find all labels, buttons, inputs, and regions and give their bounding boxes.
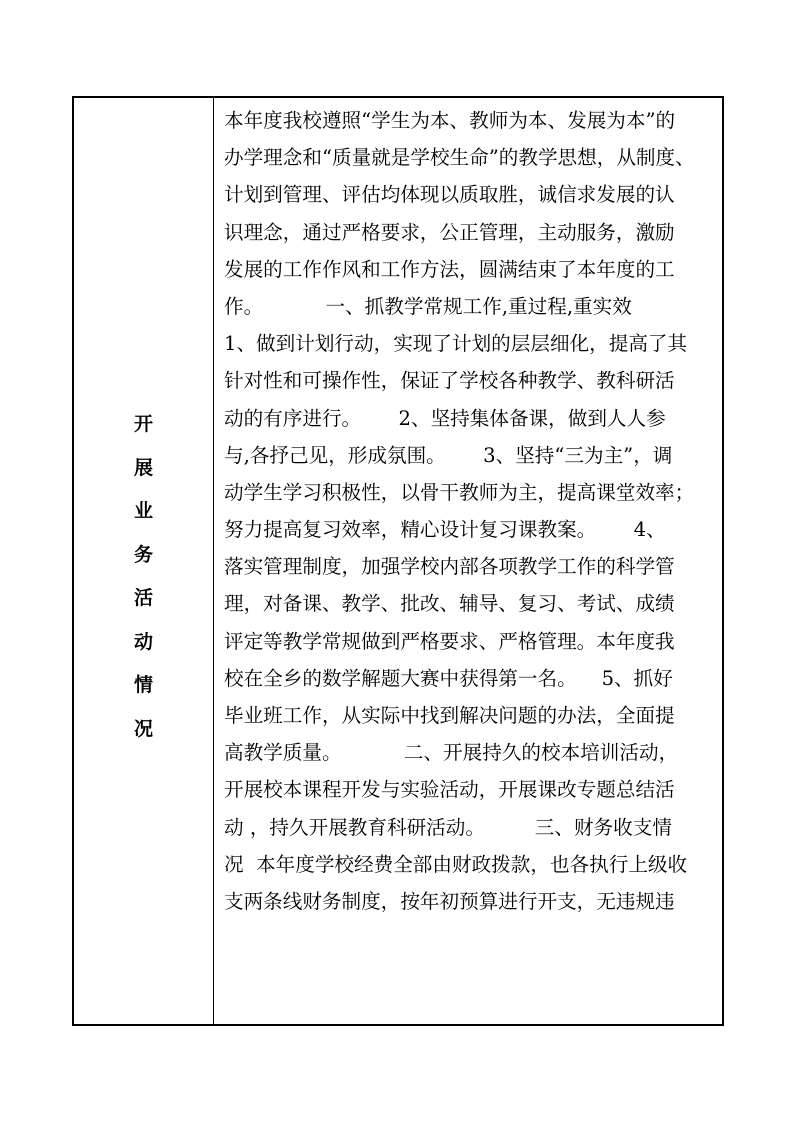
label-char: 开 — [133, 413, 153, 435]
content-line: 评定等教学常规做到严格要求、严格管理。本年度我 — [224, 629, 675, 653]
content-line: 毕业班工作，从实际中找到解决问题的办法，全面提 — [224, 704, 675, 727]
label-char: 展 — [133, 456, 153, 479]
content-line: 发展的工作作风和工作方法，圆满结束了本年度的工 — [224, 257, 675, 281]
content-line: 动的有序进行。 2、坚持集体备课，做到人人参 — [224, 406, 666, 430]
content-line: 努力提高复习效率，精心设计复习课教案。 4、 — [224, 518, 666, 542]
label-char: 况 — [133, 717, 153, 740]
content-line: 作。 一、抓教学常规工作,重过程,重实效 — [224, 294, 632, 318]
content-line: 开展校本课程开发与实验活动，开展课改专题总结活 — [224, 778, 675, 802]
content-cell — [224, 98, 714, 920]
content-line: 本年度我校遵照“学生为本、教师为本、发展为本”的 — [224, 109, 676, 132]
content-line: 动学生学习积极性，以骨干教师为主，提高课堂效率； — [224, 480, 695, 504]
content-line: 支两条线财务制度，按年初预算进行开支，无违规违 — [224, 889, 675, 913]
section-label-cell — [74, 98, 213, 1024]
content-line: 针对性和可操作性，保证了学校各种教学、教科研活 — [224, 369, 675, 393]
report-table — [72, 96, 724, 1026]
content-line: 动 ，持久开展教育科研活动。 三、财务收支情 — [224, 815, 672, 839]
content-line: 识理念，通过严格要求，公正管理，主动服务，激励 — [224, 220, 675, 244]
content-line: 计划到管理、评估均体现以质取胜，诚信求发展的认 — [224, 183, 675, 207]
content-line: 落实管理制度，加强学校内部各项教学工作的科学管 — [224, 555, 675, 579]
label-char: 务 — [133, 543, 153, 566]
label-char: 活 — [133, 587, 153, 609]
content-line: 1、做到计划行动，实现了计划的层层细化，提高了其 — [224, 332, 688, 356]
label-char: 动 — [133, 630, 153, 653]
label-char: 情 — [133, 674, 153, 696]
content-line: 校在全乡的数学解题大赛中获得第一名。 5、抓好 — [224, 666, 673, 690]
content-line: 与,各抒己见，形成氛围。 3、坚持“三为主”，调 — [224, 443, 673, 467]
column-divider — [213, 98, 214, 1024]
label-char: 业 — [133, 500, 153, 522]
content-line: 理，对备课、教学、批改、辅导、复习、考试、成绩 — [224, 592, 675, 616]
content-line: 办学理念和“质量就是学校生命”的教学思想，从制度、 — [224, 146, 695, 170]
content-line: 高教学质量。 二、开展持久的校本培训活动， — [224, 741, 679, 765]
content-line: 况 本年度学校经费全部由财政拨款，也各执行上级收 — [224, 852, 688, 876]
section-label — [74, 403, 213, 751]
